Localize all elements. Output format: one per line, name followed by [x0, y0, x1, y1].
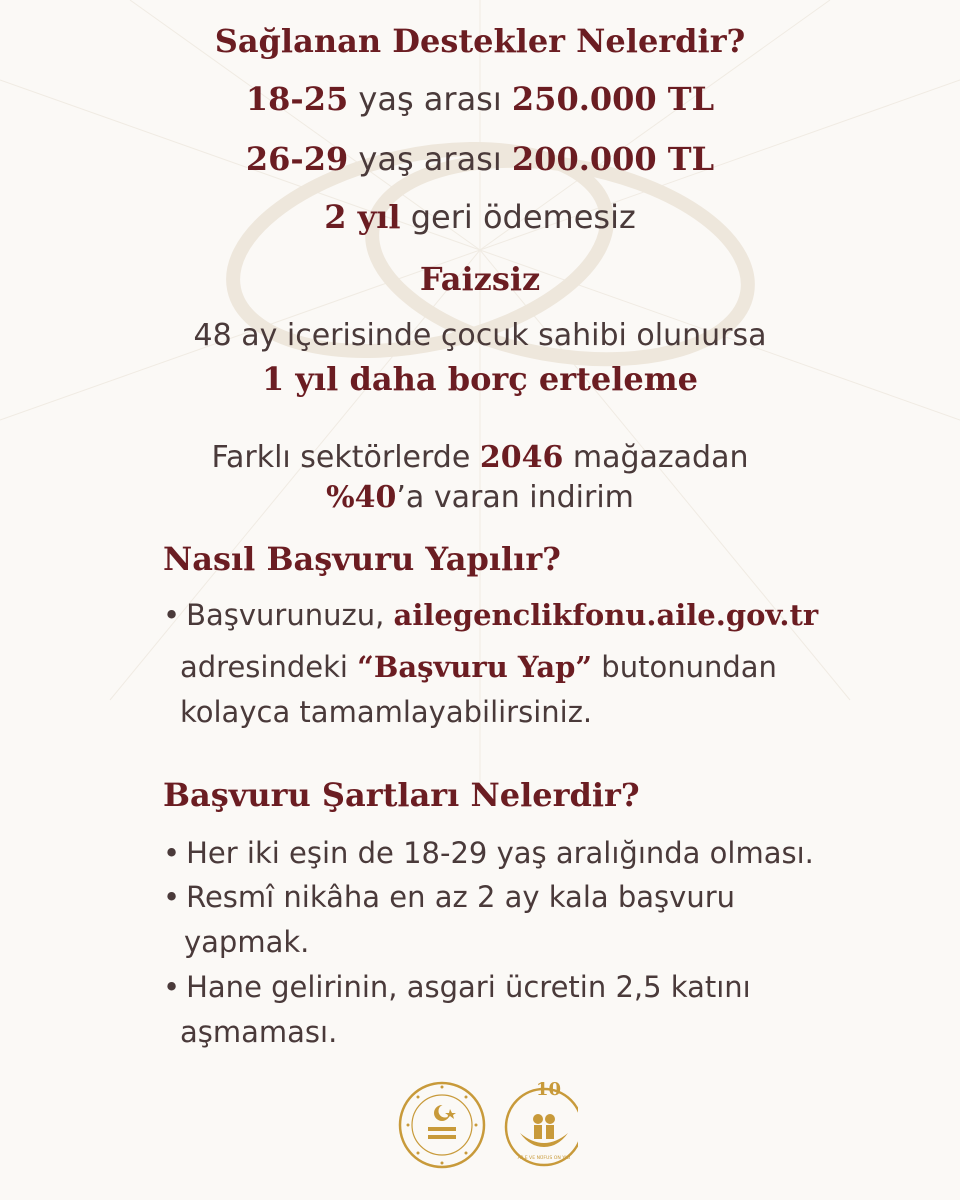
decade-caption: AİLE VE NÜFUS ON YILI	[517, 1156, 571, 1161]
requirement-bullet: •	[163, 970, 181, 1004]
logos-svg	[398, 1075, 578, 1175]
discount-post2: ’a varan indirim	[396, 480, 634, 515]
requirement-item-3-cont: aşmaması.	[180, 1015, 338, 1049]
apply-line-2	[180, 650, 777, 684]
child-line-2: 1 yıl daha borç erteleme	[262, 360, 698, 398]
discount-percent: %40	[326, 480, 397, 515]
apply-line-1-pre: Başvurunuzu,	[186, 598, 394, 632]
grace-period-text: geri ödemesiz	[400, 198, 636, 236]
apply-line-3: kolayca tamamlayabilirsiniz.	[180, 695, 593, 729]
interest-free: Faizsiz	[419, 260, 541, 298]
requirement-bullet: •	[163, 880, 181, 914]
discount-pre: Farklı sektörlerde	[211, 440, 480, 475]
requirement-item-2-text: Resmî nikâha en az 2 ay kala başvuru	[186, 880, 735, 914]
age-range-1-mid: yaş arası	[348, 80, 512, 118]
requirement-item-1-text: Her iki eşin de 18-29 yaş aralığında olması.	[186, 836, 814, 870]
apply-line-1	[163, 598, 818, 632]
discount-line-1	[0, 440, 960, 475]
requirements-title: Başvuru Şartları Nelerdir?	[163, 776, 640, 814]
grace-period	[0, 198, 960, 236]
requirement-item-1	[163, 836, 814, 870]
family-decade-icon	[506, 1079, 578, 1165]
age-range-2-amount: 200.000 TL	[511, 140, 715, 178]
age-range-1	[0, 80, 960, 118]
grace-period-bold: 2 yıl	[324, 198, 401, 236]
requirement-bullet: •	[163, 836, 181, 870]
age-range-2-range: 26-29	[245, 140, 349, 178]
apply-line-2-post: butonundan	[592, 650, 777, 684]
decade-number: 10	[536, 1079, 562, 1100]
discount-line-2	[0, 480, 960, 515]
requirement-item-2	[163, 880, 735, 914]
discount-store-count: 2046	[479, 440, 564, 475]
age-range-1-range: 18-25	[245, 80, 349, 118]
supports-title: Sağlanan Destekler Nelerdir?	[214, 22, 746, 60]
logos	[398, 1075, 578, 1179]
child-line-1: 48 ay içerisinde çocuk sahibi olunursa	[193, 318, 767, 353]
apply-button-name: “Başvuru Yap”	[357, 650, 593, 684]
discount-post: mağazadan	[563, 440, 749, 475]
apply-line-2-pre: adresindeki	[180, 650, 358, 684]
requirement-item-3-text: Hane gelirinin, asgari ücretin 2,5 katını	[186, 970, 751, 1004]
age-range-2-mid: yaş arası	[348, 140, 512, 178]
age-range-2	[0, 140, 960, 178]
apply-bullet: •	[163, 598, 181, 632]
age-range-1-amount: 250.000 TL	[511, 80, 715, 118]
apply-url-link[interactable]: ailegenclikfonu.aile.gov.tr	[393, 598, 819, 632]
requirement-item-3	[163, 970, 751, 1004]
apply-title: Nasıl Başvuru Yapılır?	[163, 540, 561, 578]
ministry-seal-icon	[400, 1083, 484, 1167]
requirement-item-2-cont: yapmak.	[184, 925, 310, 959]
